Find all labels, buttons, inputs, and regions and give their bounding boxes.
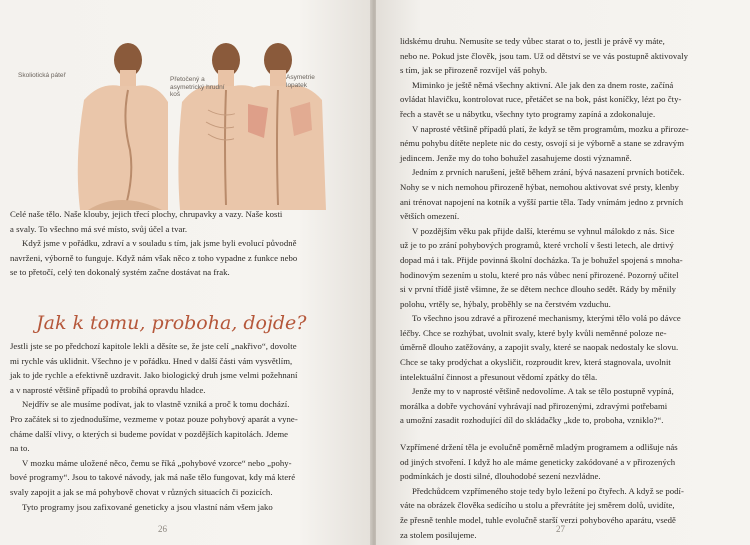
text-line: Předchůdcem vzpřímeného stoje tedy bylo ležení po čtyřech. A když se podí- xyxy=(412,485,684,496)
text-line: Celé naše tělo. Naše klouby, jejich třecí plochy, chrupavky a vazy. Naše kosti xyxy=(10,209,283,219)
text-line: podmínkách je dosti silné, dlouhodobé sezení nezvládne. xyxy=(400,471,601,482)
text-line: bové programy“. Jsou to takové návody, jak má naše tělo fungovat, kdy má které xyxy=(10,472,296,483)
text-line: V naprosté většině případů platí, že když se těm programům, mozku a přiroze- xyxy=(412,123,689,134)
text-line: nému pohybu dítěte neplete nic do cesty, osvojí si je výborně a stane se zdravým xyxy=(400,138,685,149)
text-line: Jenže my to v naprosté většině nedovolíme. A tak se tělo postupně vypíná, xyxy=(412,386,674,397)
text-line: řech a stavět se u nábytku, všechny tyto programy zapíná a zdokonaluje. xyxy=(400,108,656,119)
caption-scapula: Asymetrie lopatek xyxy=(286,74,315,89)
body-text xyxy=(10,339,362,514)
text-line: V pozdějším věku pak přijde další, kterému se vyhnul málokdo z nás. Sice xyxy=(412,225,675,236)
text-line: polohu, vrtěly se, hýbaly, proběhly se na čerstvém vzduchu. xyxy=(400,298,611,309)
text-line: navrženi, výborně to funguje. Když nám však něco z toho vypadne z funkce nebo xyxy=(10,252,298,263)
text-line: dopad má i tak. Přijde povinná školní docházka. Ta je bohužel spojená s mnoha- xyxy=(400,254,683,265)
text-line: že přesně tenhle model, tuhle evolučně starší verzi pohybového aparátu, vsedě xyxy=(400,514,676,525)
text-line: To všechno jsou zdravé a přirozené mechanismy, kterými tělo volá po dávce xyxy=(412,313,681,324)
text-line: s tím, jak se přirozeně rozvíjel váš pohyb. xyxy=(400,65,548,76)
text-line: se to přetočí, celý ten dokonalý systém začne dostávat na frak. xyxy=(10,267,230,278)
text-line: cháme další vlivy, o kterých si budeme povídat v pozdějších kapitolách. Jdeme xyxy=(10,428,289,439)
text-line: ani trénovat napojení na kotník a vyšší partie těla. Tady vnímám jedno z prvních xyxy=(400,196,684,207)
text-line: větších omezení. xyxy=(400,211,460,222)
text-line: a svaly. To všechno má své místo, svůj účel a tvar. xyxy=(10,223,188,234)
text-line: Chce se taky prodýchat a okysličit, rozproudit krev, která stagnovala, uvolnit xyxy=(400,357,671,368)
back-figure-icon xyxy=(70,40,168,210)
caption-scoliosis: Skoliotická páteř xyxy=(18,72,66,79)
text-line: Jestli jste se po předchozí kapitole lekli a děsíte se, že jste celí „nakřivo“, dovolte xyxy=(10,341,297,351)
text-line: od jiných stvoření. I když ho ale máme geneticky zakódované a v přirozených xyxy=(400,456,676,467)
text-line: Nohy se v nich nemohou přirozeně hýbat, nemohou aktivovat své prsty, klenby xyxy=(400,181,679,192)
text-line: úměrně dlouho zatěžovány, a zapojit svaly, které se naopak nedostaly ke slovu. xyxy=(400,342,679,353)
text-line: a umožní zasadit rozhodující díl do skládačky „kde to, proboha, vzniklo?“. xyxy=(400,415,664,426)
text-line: lidskému druhu. Nemusíte se tedy vůbec starat o to, jestli je právě vy máte, xyxy=(400,36,665,46)
illustrations xyxy=(18,40,348,210)
text-line: jak to jde rychle a efektivně uzdravit. Jako biologický druh jsme velmi požehnaní xyxy=(10,370,298,381)
text-line: hodinovým sezením u stolu, které pro nás vůbec není přirozené. Pozorný učitel xyxy=(400,269,679,280)
text-line: ovládat hlavičku, kontrolovat ruce, přetáčet se na bok, pást koníčky, lézt po čty- xyxy=(400,94,682,105)
text-line: Vzpřímené držení těla je evolučně poměrně mladým programem a odlišuje nás xyxy=(400,442,678,452)
right-text-block-2 xyxy=(400,440,746,542)
text-line: na to. xyxy=(10,443,30,454)
text-line: váte na obrázek člověka sedícího u stolu a převrátíte jej směrem dolů, uvidíte, xyxy=(400,500,675,511)
caption-ribcage: Přetočený a asymetrický hrudní koš xyxy=(170,76,225,98)
text-line: léčby. Chce se rozhýbat, uvolnit svaly, které byly kvůli neměnné poloze ne- xyxy=(400,327,667,338)
text-line: svaly zapojit a jak se má pohybově chovat v různých situacích či pozicích. xyxy=(10,486,273,497)
figure-scoliotic-spine xyxy=(70,40,168,210)
text-line: Miminko je ještě němá všechny aktivní. Ale jak den za dnem roste, začíná xyxy=(412,79,674,90)
text-line: nebo ne. Pokud jste člověk, jsou tam. Už od dětství se ve vás postupně aktivovaly xyxy=(400,50,689,61)
text-line: si v první třídě jistě všimne, že se dětem nechce dlouho sedět. Rády by měnily xyxy=(400,284,677,295)
text-line: intelektuální činnost a přesunout vědomí zpátky do těla. xyxy=(400,371,598,382)
text-line: Tyto programy jsou zafixované geneticky a jsou vlastní nám všem jako xyxy=(22,501,273,512)
text-line: a v naprosté většině případů to probíhá opravdu hladce. xyxy=(10,384,206,395)
text-line: V mozku máme uložené něco, čemu se říká „pohybové vzorce“ nebo „pohy- xyxy=(22,457,292,468)
back-figure-icon xyxy=(234,40,332,210)
right-page xyxy=(376,0,750,545)
text-line: Když jsme v pořádku, zdraví a v souladu s tím, jak jsme byli evolucí původně xyxy=(22,238,297,249)
page-number-right: 27 xyxy=(556,524,565,534)
text-line: Nejdřív se ale musíme podívat, jak to vlastně vzniká a proč k tomu dochází. xyxy=(22,399,290,410)
text-line: za stolem posilujeme. xyxy=(400,529,477,540)
section-heading: Jak k tomu, proboha, dojde? xyxy=(36,312,307,334)
page-number-left: 26 xyxy=(158,524,167,534)
left-page xyxy=(0,0,372,545)
text-line: jedincem. Jenže my do toho bohužel zasahujeme dosti významně. xyxy=(400,152,632,163)
text-line: morálka a dobře vychování vyhrávají nad přirozenými, zdravými potřebami xyxy=(400,400,668,411)
figure-scapula-asymmetry xyxy=(234,40,332,210)
text-line: Pro začátek si to zjednodušíme, vezmeme v potaz pouze pohybový aparát a vyne- xyxy=(10,413,298,424)
text-line: mi rychle vás uklidnit. Všechno je v pořádku. Hned v další části vám vysvětlím, xyxy=(10,355,293,366)
text-line: Jedním z prvních narušení, ještě během zrání, bývá nasazení prvních botiček. xyxy=(412,167,685,178)
right-text-block xyxy=(400,34,746,428)
intro-paragraph xyxy=(10,207,362,280)
text-line: už je to po zrání pohybových programů, které vrcholí v šesti letech, ale drtivý xyxy=(400,240,674,251)
